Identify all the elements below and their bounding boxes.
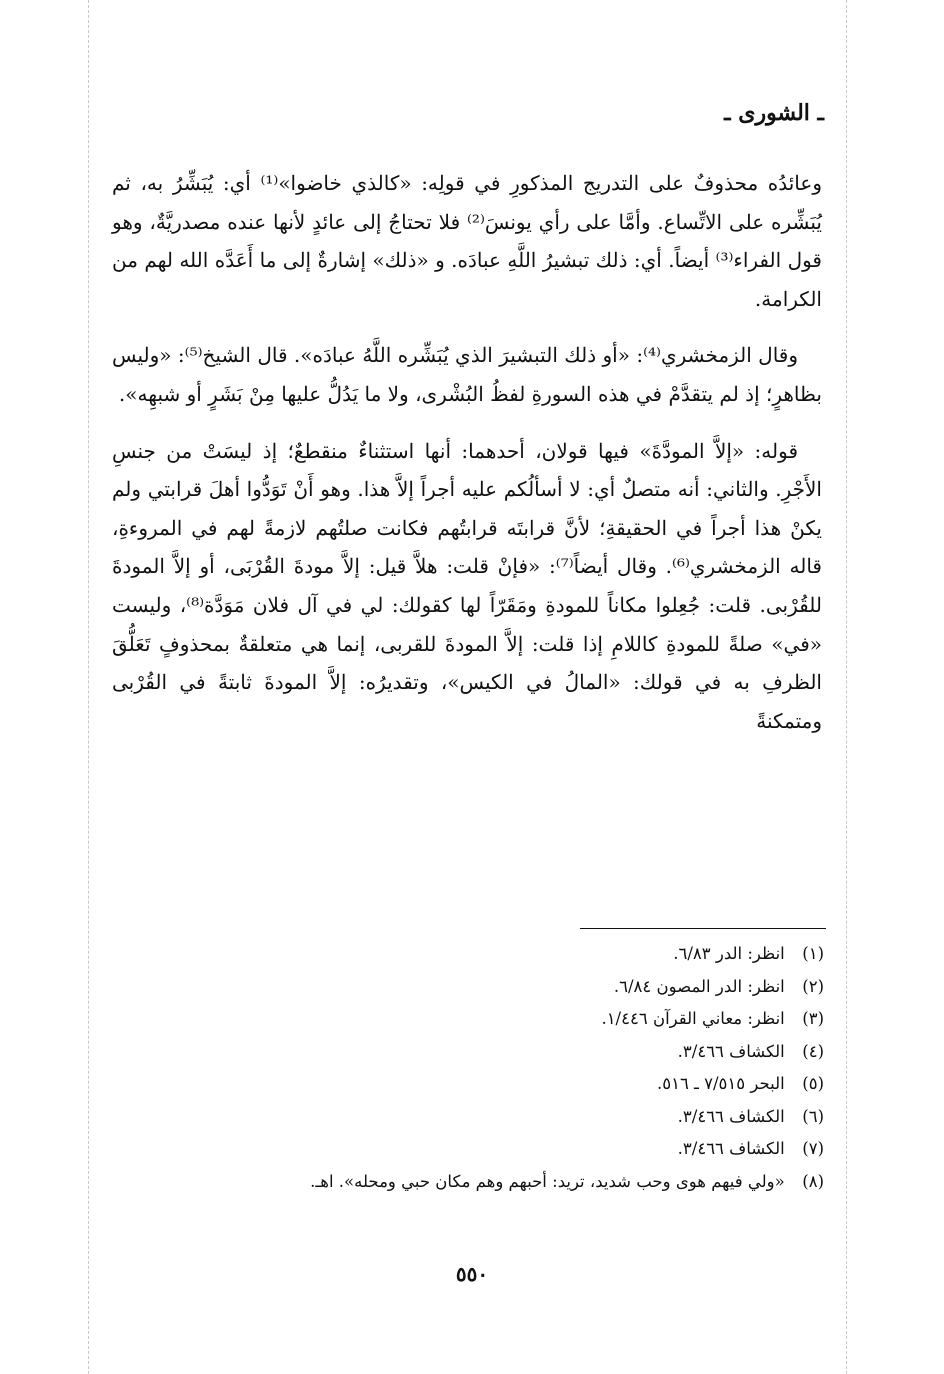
footnote-1 — [120, 938, 824, 971]
footnote-2 — [120, 971, 824, 1004]
running-header: ـ الشورى ـ — [724, 100, 824, 126]
footnote-text: انظر: الدر ٦/٨٣. — [673, 944, 785, 963]
footnote-8 — [120, 1166, 824, 1199]
footnote-text: انظر: معاني القرآن ١/٤٤٦. — [601, 1009, 785, 1028]
footnote-7 — [120, 1133, 824, 1166]
footnote-number: (٨) — [802, 1171, 824, 1191]
footnote-6 — [120, 1101, 824, 1134]
main-text — [112, 164, 822, 740]
scan-margin-line-right — [846, 0, 847, 1374]
paragraph-3: قوله: «إلاَّ المودَّةَ» فيها قولان، أحدهما: أنها استثناءٌ منقطعٌ؛ إذ ليسَتْ من جنسِ الأَجْرِ. والثاني: أنه متصلٌ أي: لا أسألُكم عليه أجراً إلاَّ هذا. وهو أَنْ تَوَدُّوا أهلَ قرابتي ولم يكنْ هذا أجراً في الحقيقةِ؛ لأنَّ قرابتَه قرابتُهم فكانت صلتُهم لازمةً لهم في المروءةِ، قاله الزمخشري⁽⁶⁾. وقال أيضاً⁽⁷⁾: «فإنْ قلت: هلاَّ قيل: إلاَّ مودةَ القُرْبَى، أو إلاَّ المودةَ للقُرْبى. قلت: جُعِلوا مكاناً للمودةِ ومَقَرّاً لها كقولك: لي في آل فلان مَوَدَّة⁽⁸⁾، وليست «في» صلةً للمودةِ كاللامِ إذا قلت: إلاَّ المودةَ للقربى، إنما هي متعلقةٌ بمحذوفٍ تَعَلُّقَ الظرفِ به في قولك: «المالُ في الكيس»، وتقديرُه: إلاَّ المودةَ ثابتةً في القُرْبى ومتمكنةً — [112, 438, 822, 733]
paragraph-2: وقال الزمخشري⁽⁴⁾: «أو ذلك التبشيرَ الذي يُبَشِّره اللَّهُ عبادَه». قال الشيخ⁽⁵⁾: «وليس بظاهرٍ؛ إذ لم يتقدَّمْ في هذه السورةِ لفظُ البُشْرى، ولا ما يَدُلُّ عليها مِنْ بَشَرٍ أو شبهِه». — [112, 343, 822, 406]
footnote-text: البحر ٧/٥١٥ ـ ٥١٦. — [656, 1074, 785, 1093]
footnote-number: (٧) — [802, 1139, 824, 1158]
footnote-number: (٦) — [802, 1106, 824, 1126]
footnote-4 — [120, 1036, 824, 1069]
footnotes-list — [120, 938, 824, 1198]
paragraph-1: وعائدُه محذوفٌ على التدريج المذكورِ في قولِه: «كالذي خاضوا»⁽¹⁾ أي: يُبَشِّرُ به، ثم يُبَشِّره على الاتِّساع. وأمَّا على رأي يونسَ⁽²⁾ فلا تحتاجُ إلى عائدٍ لأنها عنده مصدريَّةٌ، وهو قول الفراء⁽³⁾ أيضاً. أي: ذلك تبشيرُ اللَّهِ عبادَه. و «ذلك» إشارةٌ إلى ما أَعَدَّه الله لهم من الكرامة. — [112, 171, 822, 311]
footnote-text: انظر: الدر المصون ٦/٨٤. — [613, 976, 785, 996]
footnote-number: (٥) — [802, 1074, 824, 1093]
footnote-number: (٤) — [802, 1041, 824, 1061]
footnote-text: «ولي فيهم هوى وحب شديد، تريد: أحبهم وهم مكان حبي ومحله». اهـ. — [310, 1171, 785, 1191]
footnote-5 — [120, 1068, 824, 1101]
footnote-number: (٣) — [802, 1009, 824, 1028]
footnote-text: الكشاف ٣/٤٦٦. — [677, 1106, 785, 1126]
footnote-text: الكشاف ٣/٤٦٦. — [677, 1041, 785, 1061]
footnote-3 — [120, 1003, 824, 1036]
footnote-separator — [580, 928, 826, 929]
page-number: ٥٥٠ — [455, 1262, 489, 1286]
footnote-text: الكشاف ٣/٤٦٦. — [677, 1139, 785, 1158]
footnote-number: (١) — [802, 944, 824, 963]
footnote-number: (٢) — [802, 976, 824, 996]
scan-margin-line-left — [88, 0, 89, 1374]
